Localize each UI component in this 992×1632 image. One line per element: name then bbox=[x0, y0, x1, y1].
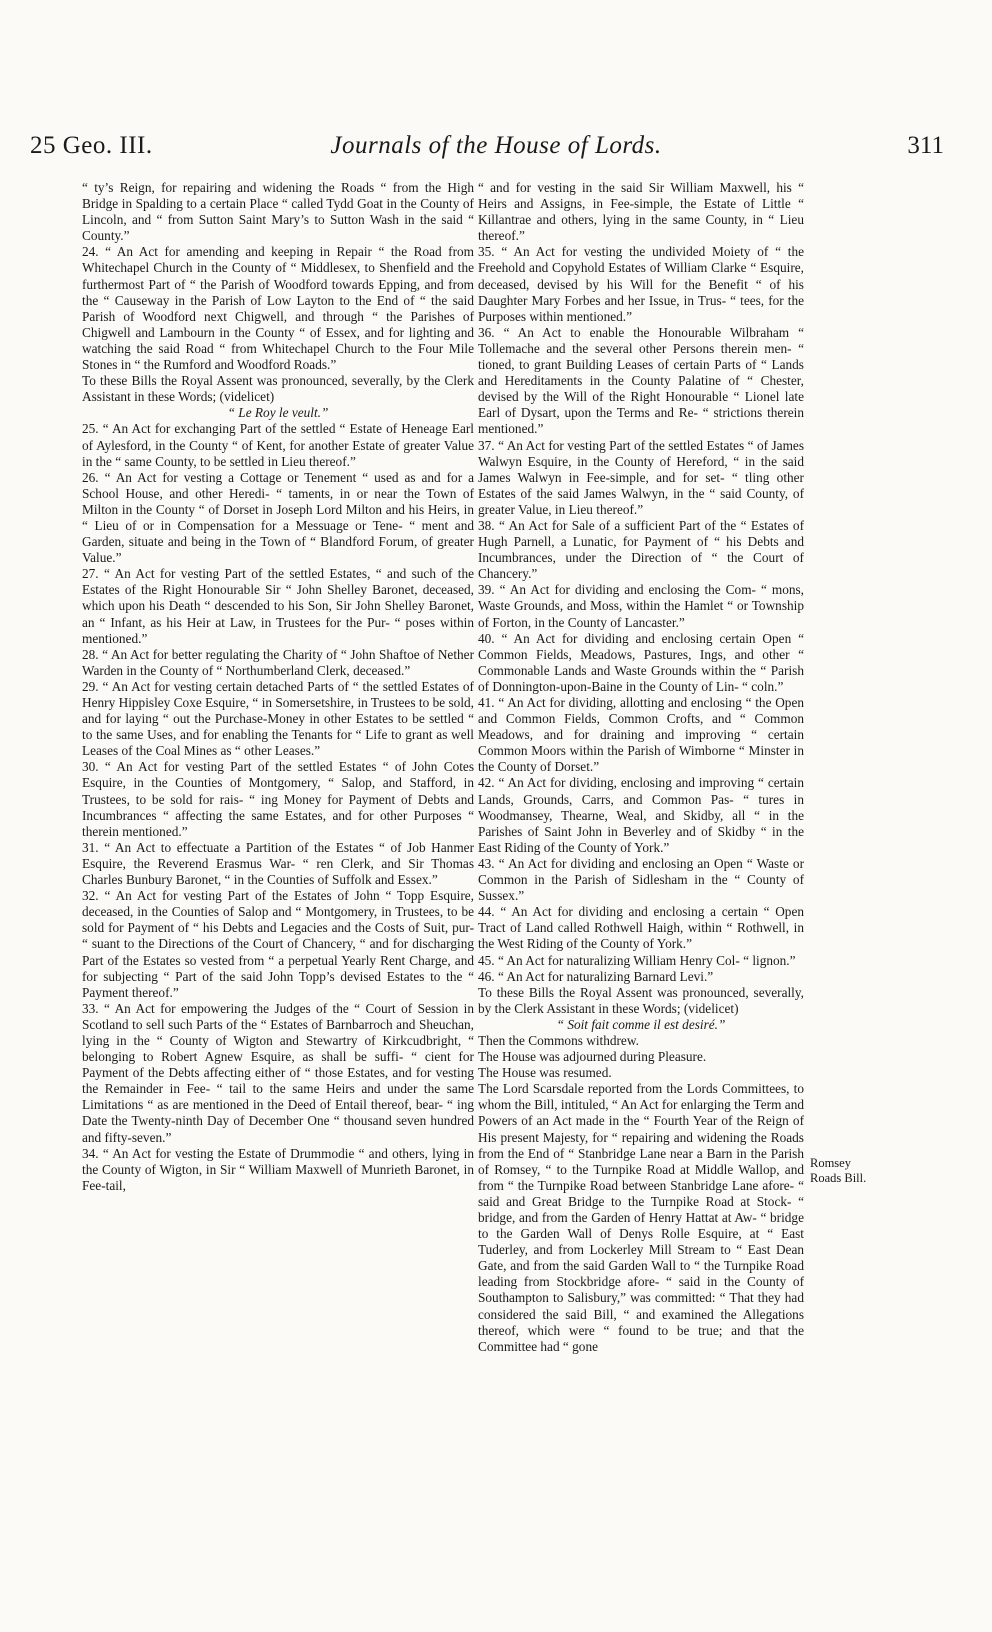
left-column bbox=[82, 180, 474, 1194]
proceeding-paragraph: The House was resumed. bbox=[478, 1065, 612, 1081]
act-entry: 44. “ An Act for dividing and enclosing a certain “ Open Tract of Land called Rothwell Haigh, within “ Rothwell, in the West Riding of the County of York.” bbox=[478, 904, 804, 952]
act-entry: 26. “ An Act for vesting a Cottage or Tenement “ used as and for a School House, and other Heredi- “ taments, in or near the Town of Milton in the County “ of Dorset in Joseph Lord Milton and his Heirs, in “ Lieu of or in Compensation for a Messuage or Tene- “ ment and Garden, situate and being in the Town of “ Blandford Forum, of greater Value.” bbox=[82, 469, 474, 566]
act-entry: 43. “ An Act for dividing and enclosing an Open “ Waste or Common in the Parish of Sidlesham in the “ County of Sussex.” bbox=[478, 855, 804, 904]
act-entry: 24. “ An Act for amending and keeping in Repair “ the Road from Whitechapel Church in the County of “ Middlesex, to Shenfield and the furthermost Part of “ the Parish of Woodford towards Epping, and from the “ Causeway in the Parish of Low Layton to the End of “ the said Parish of Woodford next Chigwell, and through “ the Parishes of Chigwell and Lambourn in the County “ of Essex, and for lighting and watching the said Road “ from Whitechapel Church to the Four Mile Stones in “ the Rumford and Woodford Roads.” bbox=[82, 244, 474, 373]
act-entry: 33. “ An Act for empowering the Judges of the “ Court of Session in Scotland to sell such Parts of the “ Estates of Barnbarroch and Sheuchan, lying in the “ County of Wigton and Stewartry of Kirkcudbright, “ belonging to Robert Agnew Esquire, as shall be suffi- “ cient for Payment of the Debts affecting either of “ those Estates, and for vesting the Remainder in Fee- “ tail to the same Heirs and under the same Limitations “ as are mentioned in the Deed of Entail thereof, bear- “ ing Date the Twenty-ninth Day of December One “ thousand seven hundred and fifty-seven.” bbox=[82, 1000, 474, 1145]
right-column bbox=[478, 180, 804, 1355]
act-entry: 32. “ An Act for vesting Part of the Estates of John “ Topp Esquire, deceased, in the Counties of Salop and “ Montgomery, in Trustees, to be sold for Payment of “ his Debts and Legacies and the Costs of Suit, pur- “ suant to the Directions of the Court of Chancery, “ and for discharging Part of the Estates so vested from “ a perpetual Yearly Rent Charge, and for subjecting “ Part of the said John Topp’s devised Estates to the “ Payment thereof.” bbox=[82, 888, 474, 1000]
proceeding-paragraph: The House was adjourned during Pleasure. bbox=[478, 1049, 707, 1065]
royal-assent-formula: “ Soit fait comme il est desiré.” bbox=[556, 1016, 726, 1032]
journal-title bbox=[30, 132, 962, 160]
proceeding-paragraph: To these Bills the Royal Assent was pronounced, severally, by the Clerk Assistant in these Words; (videlicet) bbox=[478, 984, 804, 1016]
act-entry: 31. “ An Act to effectuate a Partition of the Estates “ of Job Hanmer Esquire, the Reverend Erasmus War- “ ren Clerk, and Sir Thomas Charles Bunbury Baronet, “ in the Counties of Suffolk and Essex.” bbox=[82, 839, 474, 888]
page-number: 311 bbox=[907, 132, 944, 159]
act-entry: 42. “ An Act for dividing, enclosing and improving “ certain Lands, Grounds, Carrs, and Common Pas- “ tures in Woodmansey, Thearne, Weal, and Skidby, all “ in the Parishes of Saint John in Beverley and of Skidby “ in the East Riding of the County of York.” bbox=[478, 775, 804, 855]
act-entry: 46. “ An Act for naturalizing Barnard Levi.” bbox=[478, 968, 714, 984]
act-entry: 27. “ An Act for vesting Part of the settled Estates, “ and such of the Estates of the Right Honourable Sir “ John Shelley Baronet, deceased, which upon his Death “ descended to his Son, Sir John Shelley Baronet, an “ Infant, as his Heir at Law, in Trustees for the Pur- “ poses within mentioned.” bbox=[82, 566, 474, 646]
act-entry: 25. “ An Act for exchanging Part of the settled “ Estate of Heneage Earl of Aylesford, in the County “ of Kent, for another Estate of greater Value in the “ same County, to be settled in Lieu thereof.” bbox=[82, 421, 474, 469]
act-entry: “ and for vesting in the said Sir William Maxwell, his “ Heirs and Assigns, in Fee-simple, the Estate of Little “ Killantrae and others, lying in the same County, in “ Lieu thereof.” bbox=[478, 180, 804, 244]
proceeding-paragraph: To these Bills the Royal Assent was pronounced, severally, by the Clerk Assistant in these Words; (videlicet) bbox=[82, 373, 474, 405]
regnal-year: 25 Geo. III. bbox=[30, 132, 153, 159]
act-entry: 36. “ An Act to enable the Honourable Wilbraham “ Tollemache and the several other Persons therein men- “ tioned, to grant Building Leases of certain Parts of “ Lands and Hereditaments in the County Palatine of “ Chester, devised by the Will of the Right Honourable “ Lionel late Earl of Dysart, upon the Terms and Re- “ strictions therein mentioned.” bbox=[478, 324, 804, 437]
proceeding-paragraph: Then the Commons withdrew. bbox=[478, 1032, 639, 1048]
act-entry: 41. “ An Act for dividing, allotting and enclosing “ the Open and Common Fields, Common Crofts, and “ Common Meadows, and for draining and improving “ certain Common Moors within the Parish of Wimborne “ Minster in the County of Dorset.” bbox=[478, 695, 804, 775]
act-entry: 38. “ An Act for Sale of a sufficient Part of the “ Estates of Hugh Parnell, a Lunatic, for Payment of “ his Debts and Incumbrances, under the Direction of “ the Court of Chancery.” bbox=[478, 517, 804, 582]
act-entry: “ ty’s Reign, for repairing and widening the Roads “ from the High Bridge in Spalding to a certain Place “ called Tydd Goat in the County of Lincoln, and “ from Sutton Saint Mary’s to Sutton Wash in the said “ County.” bbox=[82, 180, 474, 244]
act-entry: 45. “ An Act for naturalizing William Henry Col- “ lignon.” bbox=[478, 952, 796, 968]
proceeding-paragraph: The Lord Scarsdale reported from the Lords Committees, to whom the Bill, intituled, “ An Act for enlarging the Term and Powers of an Act made in the “ Fourth Year of the Reign of His present Majesty, for “ repairing and widening the Roads from the End of “ Stanbridge Lane near a Barn in the Parish of Romsey, “ to the Turnpike Road at Middle Wallop, and from “ the Turnpike Road between Stanbridge Lane afore- “ said and Great Bridge to the Turnpike Road at Stock- “ bridge, and from the Garden of Henry Hattat at Aw- “ bridge to the Garden Wall of Denys Rolle Esquire, at “ East Tuderley, and from Lockerley Mill Stream to “ East Dean Gate, and from the said Garden Wall to “ the Turnpike Road leading from Stockbridge afore- “ said in the County of Southampton to Salisbury,” was committed: “ That they had considered the said Bill, “ and examined the Allegations thereof, which were “ found to be true; and that the Committee had “ gone bbox=[478, 1081, 804, 1354]
act-entry: 37. “ An Act for vesting Part of the settled Estates “ of James Walwyn Esquire, in the County of Hereford, “ in the said James Walwyn in Fee-simple, and for set- “ tling other Estates of the said James Walwyn, in the “ said County, of greater Value, in Lieu thereof.” bbox=[478, 437, 804, 517]
act-entry: 29. “ An Act for vesting certain detached Parts of “ the settled Estates of Henry Hippisley Coxe Esquire, “ in Somersetshire, in Trustees to be sold, and for laying “ out the Purchase-Money in other Estates to be settled “ to the same Uses, and for enabling the Tenants for “ Life to grant as well Leases of the Coal Mines as “ other Leases.” bbox=[82, 678, 474, 759]
act-entry: 40. “ An Act for dividing and enclosing certain Open “ Common Fields, Meadows, Pastures, Ings, and other “ Commonable Lands and Waste Grounds within the “ Parish of Donnington-upon-Baine in the County of Lin- “ coln.” bbox=[478, 630, 804, 694]
margin-note: Romsey Roads Bill. bbox=[810, 1156, 867, 1185]
act-entry: 35. “ An Act for vesting the undivided Moiety of “ the Freehold and Copyhold Estates of William Clarke “ Esquire, deceased, devised by his Will for the Benefit “ of his Daughter Mary Forbes and her Issue, in Trus- “ tees, for the Purposes within mentioned.” bbox=[478, 244, 804, 324]
act-entry: 28. “ An Act for better regulating the Charity of “ John Shaftoe of Nether Warden in the County of “ Northumberland Clerk, deceased.” bbox=[82, 646, 474, 678]
page-header bbox=[30, 132, 962, 176]
act-entry: 30. “ An Act for vesting Part of the settled Estates “ of John Cotes Esquire, in the Counties of Montgomery, “ Salop, and Stafford, in Trustees, to be sold for rais- “ ing Money for Payment of Debts and Incumbrances “ affecting the same Estates, and for other Purposes “ therein mentioned.” bbox=[82, 759, 474, 839]
act-entry: 39. “ An Act for dividing and enclosing the Com- “ mons, Waste Grounds, and Moss, within the Hamlet “ or Township of Forton, in the County of Lancaster.” bbox=[478, 582, 804, 630]
journal-title-text: Journals of the House of Lords. bbox=[330, 132, 662, 159]
act-entry: 34. “ An Act for vesting the Estate of Drummodie “ and others, lying in the County of Wigton, in Sir “ William Maxwell of Munrieth Baronet, in Fee-tail, bbox=[82, 1145, 474, 1193]
royal-assent-formula: “ Le Roy le veult.” bbox=[227, 405, 329, 421]
